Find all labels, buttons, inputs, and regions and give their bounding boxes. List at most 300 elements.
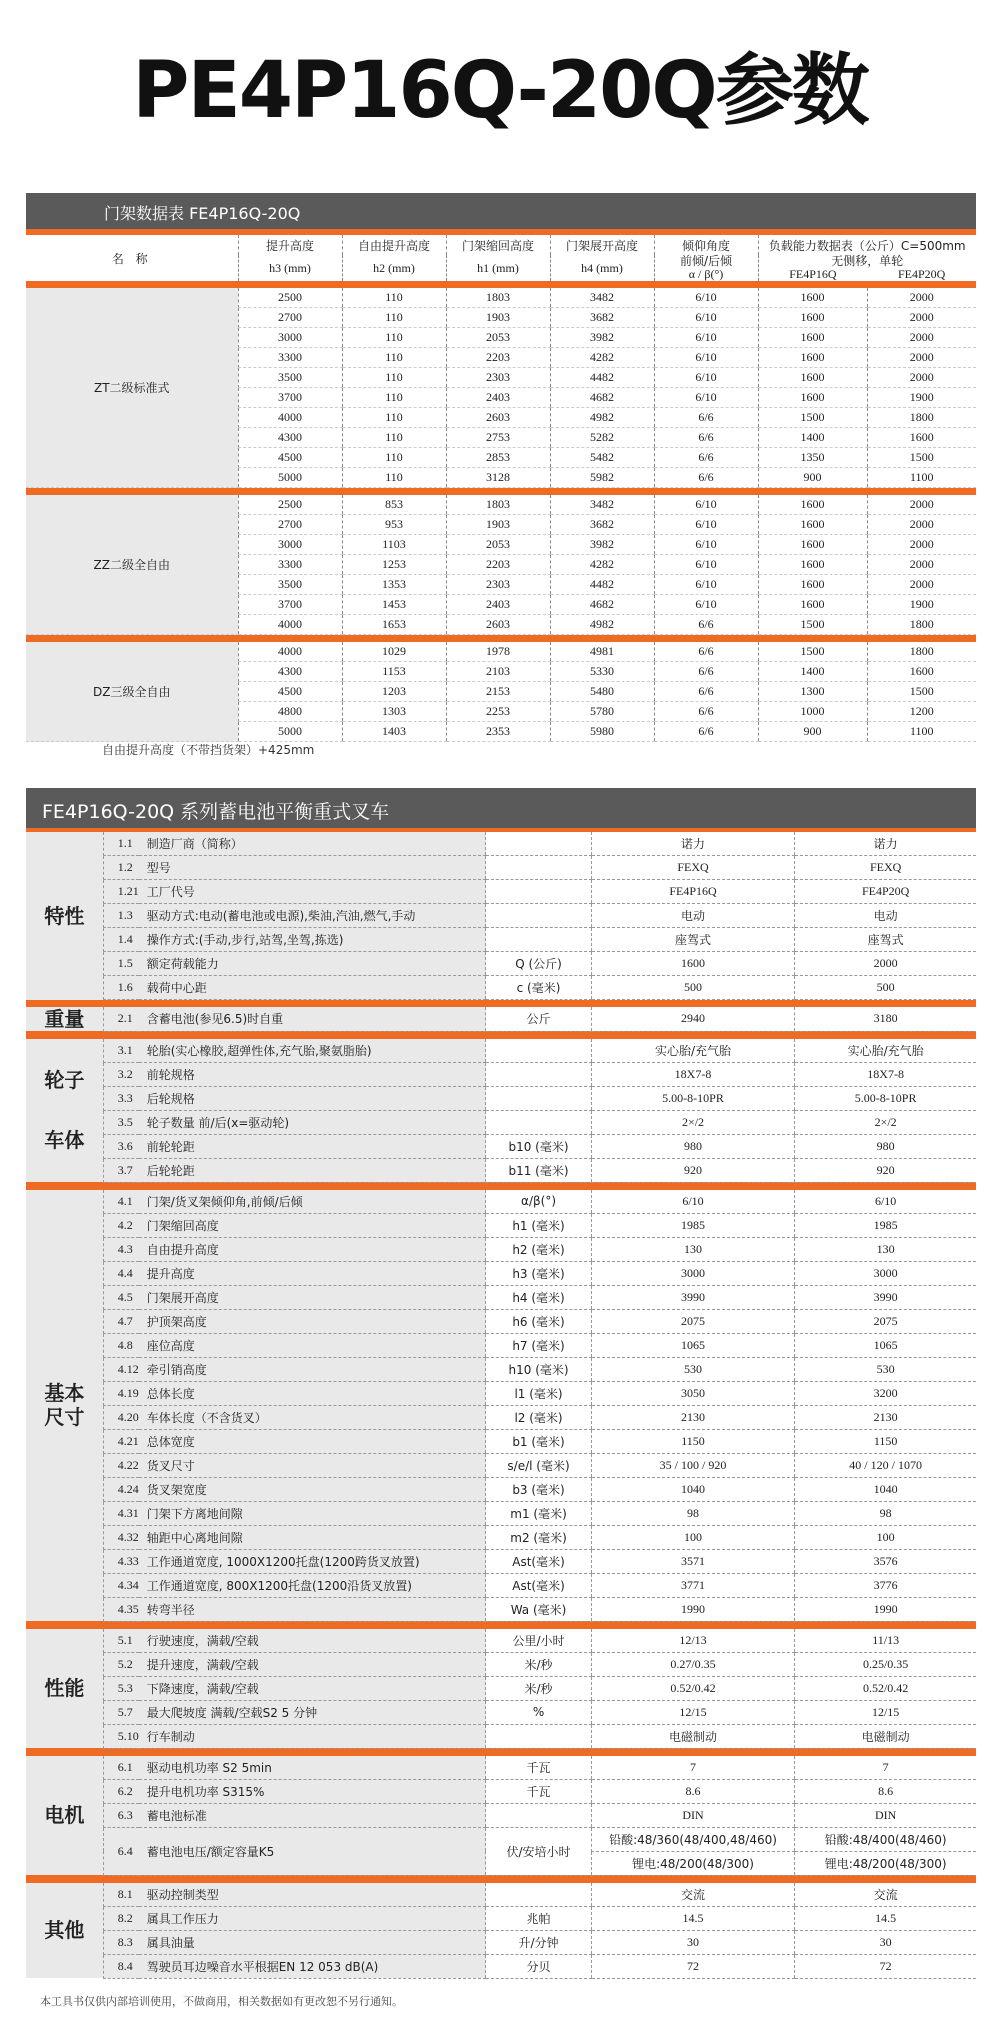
spec-desc: 工作通道宽度, 800X1200托盘(1200沿货叉放置) xyxy=(139,1573,486,1597)
spec-desc: 载荷中心距 xyxy=(139,976,486,1000)
spec-code: 4.4 xyxy=(103,1261,139,1285)
table-cell: 6/10 xyxy=(654,495,758,515)
load-sub: 无侧移，单轮 xyxy=(831,254,904,268)
table-cell: 1000 xyxy=(758,702,867,722)
spec-code: 3.1 xyxy=(103,1039,139,1063)
spec-value-20q: 锂电:48/200(48/300) xyxy=(795,1851,976,1875)
spec-unit: b10 (毫米) xyxy=(486,1134,591,1158)
table-cell: 6/6 xyxy=(654,448,758,468)
spec-desc: 提升高度 xyxy=(139,1261,486,1285)
table-cell: 5482 xyxy=(550,448,654,468)
spec-desc: 货叉尺寸 xyxy=(139,1453,486,1477)
table-cell: 2053 xyxy=(446,328,550,348)
spec-value-20q: 交流 xyxy=(795,1883,976,1907)
spec-code: 1.4 xyxy=(103,928,139,952)
spec-value-20q: 3576 xyxy=(795,1549,976,1573)
spec-desc: 额定荷载能力 xyxy=(139,952,486,976)
table-cell: 1653 xyxy=(342,615,446,635)
col-header: 门架缩回高度 xyxy=(446,235,550,255)
spec-desc: 座位高度 xyxy=(139,1333,486,1357)
table-cell: 1803 xyxy=(446,495,550,515)
mast-heading-text: 门架数据表 FE4P16Q-20Q xyxy=(104,204,301,223)
spec-row xyxy=(26,952,976,976)
table-cell: 1453 xyxy=(342,595,446,615)
spec-unit: l2 (毫米) xyxy=(486,1405,591,1429)
table-cell: 1800 xyxy=(867,615,976,635)
spec-code: 4.21 xyxy=(103,1429,139,1453)
table-cell: 2303 xyxy=(446,368,550,388)
table-cell: 1600 xyxy=(758,575,867,595)
spec-value-20q: 8.6 xyxy=(795,1779,976,1803)
spec-code: 5.2 xyxy=(103,1652,139,1676)
spec-unit: Q (公斤) xyxy=(486,952,591,976)
spec-row xyxy=(26,1453,976,1477)
spec-value-20q: FEXQ xyxy=(795,856,976,880)
spec-value-16q: 7 xyxy=(591,1756,795,1780)
table-cell: 110 xyxy=(342,388,446,408)
spec-code: 6.3 xyxy=(103,1803,139,1827)
table-cell: 1353 xyxy=(342,575,446,595)
group-separator xyxy=(26,1182,976,1190)
spec-row xyxy=(26,1779,976,1803)
table-cell: 2700 xyxy=(238,515,342,535)
table-cell: 6/10 xyxy=(654,308,758,328)
spec-value-20q: 电磁制动 xyxy=(795,1724,976,1748)
spec-code: 4.8 xyxy=(103,1333,139,1357)
spec-value-16q: 35 / 100 / 920 xyxy=(591,1453,795,1477)
table-cell: 110 xyxy=(342,348,446,368)
spec-row xyxy=(26,1700,976,1724)
spec-value-16q: 1065 xyxy=(591,1333,795,1357)
table-cell: 5980 xyxy=(550,722,654,742)
table-cell: 1600 xyxy=(758,515,867,535)
spec-value-20q: 2075 xyxy=(795,1309,976,1333)
table-cell: 2000 xyxy=(867,348,976,368)
spec-value-20q: 0.52/0.42 xyxy=(795,1676,976,1700)
table-cell: 1200 xyxy=(867,702,976,722)
table-cell: 1600 xyxy=(758,595,867,615)
spec-value-16q: 诺力 xyxy=(591,832,795,856)
col-unit: h2 (mm) xyxy=(342,255,446,281)
spec-value-16q: 12/13 xyxy=(591,1629,795,1653)
spec-unit xyxy=(486,928,591,952)
mast-data-table xyxy=(26,235,976,742)
spec-row xyxy=(26,1261,976,1285)
spec-code: 3.5 xyxy=(103,1110,139,1134)
spec-value-20q: 铅酸:48/400(48/460) xyxy=(795,1827,976,1851)
table-cell: 1803 xyxy=(446,288,550,308)
spec-unit: 公斤 xyxy=(486,1007,591,1031)
spec-value-20q: 电动 xyxy=(795,904,976,928)
spec-value-16q: 电动 xyxy=(591,904,795,928)
spec-value-20q: FE4P20Q xyxy=(795,880,976,904)
table-cell: 6/6 xyxy=(654,468,758,488)
spec-unit: 公里/小时 xyxy=(486,1629,591,1653)
group-separator xyxy=(26,1031,976,1039)
table-cell: 6/6 xyxy=(654,428,758,448)
table-row xyxy=(26,495,976,515)
spec-unit: m1 (毫米) xyxy=(486,1501,591,1525)
col-header-load: 负载能力数据表（公斤）C=500mm xyxy=(758,235,976,255)
table-cell: 4500 xyxy=(238,448,342,468)
spec-value-16q: 14.5 xyxy=(591,1906,795,1930)
group-separator xyxy=(26,1000,976,1008)
table-cell: 4500 xyxy=(238,682,342,702)
col-header: 门架展开高度 xyxy=(550,235,654,255)
spec-row xyxy=(26,1110,976,1134)
spec-code: 4.33 xyxy=(103,1549,139,1573)
spec-row xyxy=(26,1357,976,1381)
table-cell: 2000 xyxy=(867,308,976,328)
spec-value-16q: 实心胎/充气胎 xyxy=(591,1039,795,1063)
table-cell: 4482 xyxy=(550,368,654,388)
spec-desc: 前轮规格 xyxy=(139,1062,486,1086)
spec-desc: 门架缩回高度 xyxy=(139,1213,486,1237)
spec-code: 4.3 xyxy=(103,1237,139,1261)
spec-value-20q: 30 xyxy=(795,1930,976,1954)
table-cell: 3682 xyxy=(550,515,654,535)
table-cell: 3482 xyxy=(550,288,654,308)
spec-table-heading xyxy=(26,788,976,828)
spec-desc: 工厂代号 xyxy=(139,880,486,904)
spec-value-20q: 0.25/0.35 xyxy=(795,1652,976,1676)
spec-desc: 车体长度（不含货叉） xyxy=(139,1405,486,1429)
table-cell: 1900 xyxy=(867,595,976,615)
table-cell: 2000 xyxy=(867,555,976,575)
spec-unit: % xyxy=(486,1700,591,1724)
table-cell: 2603 xyxy=(446,615,550,635)
table-cell: 2000 xyxy=(867,328,976,348)
table-cell: 6/10 xyxy=(654,348,758,368)
spec-row xyxy=(26,1285,976,1309)
table-cell: 3000 xyxy=(238,535,342,555)
spec-value-16q: 5.00-8-10PR xyxy=(591,1086,795,1110)
group-separator xyxy=(26,1748,976,1756)
spec-value-20q: 2130 xyxy=(795,1405,976,1429)
table-cell: 3500 xyxy=(238,575,342,595)
spec-row xyxy=(26,1954,976,1978)
spec-row xyxy=(26,832,976,856)
table-cell: 900 xyxy=(758,468,867,488)
spec-row xyxy=(26,1525,976,1549)
spec-row xyxy=(26,1405,976,1429)
table-cell: 1300 xyxy=(758,682,867,702)
table-cell: 1903 xyxy=(446,515,550,535)
spec-code: 3.6 xyxy=(103,1134,139,1158)
table-cell: 4300 xyxy=(238,662,342,682)
spec-row xyxy=(26,1381,976,1405)
spec-desc: 属具工作压力 xyxy=(139,1906,486,1930)
spec-code: 8.4 xyxy=(103,1954,139,1978)
table-cell: 1253 xyxy=(342,555,446,575)
spec-code: 1.2 xyxy=(103,856,139,880)
col-header: 倾仰角度 xyxy=(654,235,758,255)
spec-value-20q: 1990 xyxy=(795,1597,976,1621)
spec-value-20q: 实心胎/充气胎 xyxy=(795,1039,976,1063)
table-cell: 110 xyxy=(342,428,446,448)
spec-value-16q: 2075 xyxy=(591,1309,795,1333)
spec-row xyxy=(26,1237,976,1261)
spec-code: 4.34 xyxy=(103,1573,139,1597)
spec-value-16q: 3990 xyxy=(591,1285,795,1309)
spec-unit xyxy=(486,1062,591,1086)
spec-unit: h6 (毫米) xyxy=(486,1309,591,1333)
spec-value-16q: 500 xyxy=(591,976,795,1000)
spec-row xyxy=(26,1827,976,1851)
spec-value-16q: 1985 xyxy=(591,1213,795,1237)
group-name: 特性 xyxy=(26,832,103,1000)
spec-value-16q: 2940 xyxy=(591,1007,795,1031)
table-cell: 4800 xyxy=(238,702,342,722)
table-cell: 2153 xyxy=(446,682,550,702)
spec-desc: 提升速度，满载/空载 xyxy=(139,1652,486,1676)
spec-value-20q: 500 xyxy=(795,976,976,1000)
spec-value-20q: 11/13 xyxy=(795,1629,976,1653)
table-cell: 1600 xyxy=(758,495,867,515)
spec-unit xyxy=(486,1883,591,1907)
spec-unit xyxy=(486,832,591,856)
table-cell: 1600 xyxy=(758,308,867,328)
table-cell: 2000 xyxy=(867,535,976,555)
spec-row xyxy=(26,1190,976,1214)
page-title: PE4P16Q-20Q参数 xyxy=(132,46,868,136)
spec-value-16q: 530 xyxy=(591,1357,795,1381)
spec-value-16q: 12/15 xyxy=(591,1700,795,1724)
table-cell: 1500 xyxy=(758,615,867,635)
spec-value-16q: 交流 xyxy=(591,1883,795,1907)
table-cell: 1600 xyxy=(867,662,976,682)
table-cell: 853 xyxy=(342,495,446,515)
header-name: 名 称 xyxy=(26,235,238,281)
spec-value-20q: 3200 xyxy=(795,1381,976,1405)
table-cell: 5000 xyxy=(238,722,342,742)
spec-code: 1.21 xyxy=(103,880,139,904)
table-cell: 4000 xyxy=(238,408,342,428)
spec-unit xyxy=(486,1039,591,1063)
table-cell: 5282 xyxy=(550,428,654,448)
spec-row xyxy=(26,1652,976,1676)
spec-row xyxy=(26,1883,976,1907)
footer-note: 本工具书仅供内部培训使用，不做商用，相关数据如有更改恕不另行通知。 xyxy=(40,1995,403,2008)
spec-value-16q: 1600 xyxy=(591,952,795,976)
table-cell: 3682 xyxy=(550,308,654,328)
spec-unit: 千瓦 xyxy=(486,1756,591,1780)
group-name: 性能 xyxy=(26,1629,103,1749)
table-cell: 6/6 xyxy=(654,408,758,428)
spec-code: 6.4 xyxy=(103,1827,139,1875)
group-name: 电机 xyxy=(26,1756,103,1876)
group-name: 其他 xyxy=(26,1883,103,1979)
spec-unit: Wa (毫米) xyxy=(486,1597,591,1621)
table-cell: 2203 xyxy=(446,348,550,368)
spec-unit: h1 (毫米) xyxy=(486,1213,591,1237)
spec-code: 4.24 xyxy=(103,1477,139,1501)
spec-row xyxy=(26,1477,976,1501)
spec-value-20q: 980 xyxy=(795,1134,976,1158)
table-cell: 1800 xyxy=(867,408,976,428)
spec-unit xyxy=(486,1803,591,1827)
spec-code: 5.7 xyxy=(103,1700,139,1724)
mast-table-heading xyxy=(26,193,976,229)
spec-unit xyxy=(486,880,591,904)
col-unit-load xyxy=(758,255,976,281)
table-cell: 2500 xyxy=(238,288,342,308)
spec-row xyxy=(26,1039,976,1063)
spec-value-16q: FEXQ xyxy=(591,856,795,880)
spec-row xyxy=(26,976,976,1000)
col-unit: h1 (mm) xyxy=(446,255,550,281)
model-20q: FE4P20Q xyxy=(897,267,946,281)
spec-value-20q: 1150 xyxy=(795,1429,976,1453)
table-cell: 1029 xyxy=(342,642,446,662)
spec-row xyxy=(26,1007,976,1031)
spec-value-16q: 3771 xyxy=(591,1573,795,1597)
table-cell: 2700 xyxy=(238,308,342,328)
table-cell: 4981 xyxy=(550,642,654,662)
spec-desc: 后轮规格 xyxy=(139,1086,486,1110)
spec-desc: 门架展开高度 xyxy=(139,1285,486,1309)
spec-unit: 米/秒 xyxy=(486,1652,591,1676)
spec-value-20q: 530 xyxy=(795,1357,976,1381)
spec-row xyxy=(26,1158,976,1182)
table-cell: 1500 xyxy=(867,448,976,468)
group-name: 基本 尺寸 xyxy=(26,1190,103,1622)
table-cell: 1400 xyxy=(758,662,867,682)
spec-value-20q: 40 / 120 / 1070 xyxy=(795,1453,976,1477)
table-cell: 4000 xyxy=(238,615,342,635)
spec-value-16q: 18X7-8 xyxy=(591,1062,795,1086)
spec-desc: 行驶速度，满载/空载 xyxy=(139,1629,486,1653)
table-cell: 2000 xyxy=(867,495,976,515)
spec-unit: Ast(毫米) xyxy=(486,1549,591,1573)
table-cell: 2500 xyxy=(238,495,342,515)
spec-code: 4.20 xyxy=(103,1405,139,1429)
spec-code: 1.3 xyxy=(103,904,139,928)
table-cell: 6/6 xyxy=(654,662,758,682)
table-cell: 2203 xyxy=(446,555,550,575)
spec-desc: 自由提升高度 xyxy=(139,1237,486,1261)
spec-row xyxy=(26,1906,976,1930)
spec-row xyxy=(26,1930,976,1954)
table-cell: 3482 xyxy=(550,495,654,515)
spec-unit xyxy=(486,1724,591,1748)
spec-desc: 工作通道宽度, 1000X1200托盘(1200跨货叉放置) xyxy=(139,1549,486,1573)
table-cell: 5330 xyxy=(550,662,654,682)
spec-code: 1.5 xyxy=(103,952,139,976)
spec-value-16q: 座驾式 xyxy=(591,928,795,952)
spec-desc: 型号 xyxy=(139,856,486,880)
table-cell: 1600 xyxy=(758,288,867,308)
spec-code: 8.3 xyxy=(103,1930,139,1954)
table-cell: 6/10 xyxy=(654,595,758,615)
spec-code: 5.3 xyxy=(103,1676,139,1700)
tilt-unit: α / β(°) xyxy=(688,267,724,281)
spec-code: 4.2 xyxy=(103,1213,139,1237)
spec-code: 1.1 xyxy=(103,832,139,856)
spec-code: 6.2 xyxy=(103,1779,139,1803)
spec-value-16q: 30 xyxy=(591,1930,795,1954)
table-cell: 1903 xyxy=(446,308,550,328)
spec-unit: m2 (毫米) xyxy=(486,1525,591,1549)
group-separator xyxy=(26,635,976,643)
table-cell: 3128 xyxy=(446,468,550,488)
spec-row xyxy=(26,1134,976,1158)
spec-code: 4.31 xyxy=(103,1501,139,1525)
spec-desc: 最大爬坡度 满载/空载S2 5 分钟 xyxy=(139,1700,486,1724)
spec-desc: 轮胎(实心橡胶,超弹性体,充气胎,聚氨脂胎) xyxy=(139,1039,486,1063)
group-separator xyxy=(26,488,976,496)
spec-value-16q: 2×/2 xyxy=(591,1110,795,1134)
table-cell: 1600 xyxy=(758,535,867,555)
spec-value-16q: 电磁制动 xyxy=(591,1724,795,1748)
table-cell: 1500 xyxy=(867,682,976,702)
spec-unit: 伏/安培小时 xyxy=(486,1827,591,1875)
table-cell: 1600 xyxy=(867,428,976,448)
spec-unit: h10 (毫米) xyxy=(486,1357,591,1381)
table-cell: 3982 xyxy=(550,328,654,348)
spec-row xyxy=(26,1213,976,1237)
spec-desc: 驱动控制类型 xyxy=(139,1883,486,1907)
mast-note: 自由提升高度（不带挡货架）+425mm xyxy=(102,743,315,757)
group-name: DZ三级全自由 xyxy=(26,642,238,742)
spec-value-20q: 100 xyxy=(795,1525,976,1549)
table-cell: 4000 xyxy=(238,642,342,662)
group-separator xyxy=(26,281,976,288)
table-cell: 1100 xyxy=(867,468,976,488)
table-cell: 110 xyxy=(342,408,446,428)
spec-unit: c (毫米) xyxy=(486,976,591,1000)
table-cell: 1900 xyxy=(867,388,976,408)
spec-code: 6.1 xyxy=(103,1756,139,1780)
table-cell: 1500 xyxy=(758,642,867,662)
spec-row xyxy=(26,1501,976,1525)
table-cell: 1153 xyxy=(342,662,446,682)
spec-row xyxy=(26,904,976,928)
spec-row xyxy=(26,880,976,904)
spec-value-16q: 920 xyxy=(591,1158,795,1182)
spec-value-20q: 6/10 xyxy=(795,1190,976,1214)
spec-value-16q: 6/10 xyxy=(591,1190,795,1214)
spec-row xyxy=(26,1086,976,1110)
spec-value-20q: 1040 xyxy=(795,1477,976,1501)
spec-desc: 护顶架高度 xyxy=(139,1309,486,1333)
table-cell: 2403 xyxy=(446,388,550,408)
table-cell: 4682 xyxy=(550,595,654,615)
spec-desc: 提升电机功率 S315% xyxy=(139,1779,486,1803)
table-cell: 110 xyxy=(342,468,446,488)
spec-code: 3.2 xyxy=(103,1062,139,1086)
spec-unit: α/β(°) xyxy=(486,1190,591,1214)
table-cell: 953 xyxy=(342,515,446,535)
spec-desc: 总体宽度 xyxy=(139,1429,486,1453)
spec-desc: 下降速度，满载/空载 xyxy=(139,1676,486,1700)
spec-unit: s/e/l (毫米) xyxy=(486,1453,591,1477)
spec-desc: 轮子数量 前/后(x=驱动轮) xyxy=(139,1110,486,1134)
table-cell: 2353 xyxy=(446,722,550,742)
spec-desc: 转弯半径 xyxy=(139,1597,486,1621)
table-cell: 2753 xyxy=(446,428,550,448)
spec-row xyxy=(26,1756,976,1780)
table-cell: 2000 xyxy=(867,288,976,308)
spec-value-20q: 12/15 xyxy=(795,1700,976,1724)
col-unit-tilt xyxy=(654,255,758,281)
spec-unit xyxy=(486,856,591,880)
spec-desc: 驱动方式:电动(蓄电池或电源),柴油,汽油,燃气,手动 xyxy=(139,904,486,928)
spec-value-16q: 1040 xyxy=(591,1477,795,1501)
table-cell: 2000 xyxy=(867,575,976,595)
spec-value-16q: 3050 xyxy=(591,1381,795,1405)
table-cell: 6/10 xyxy=(654,575,758,595)
